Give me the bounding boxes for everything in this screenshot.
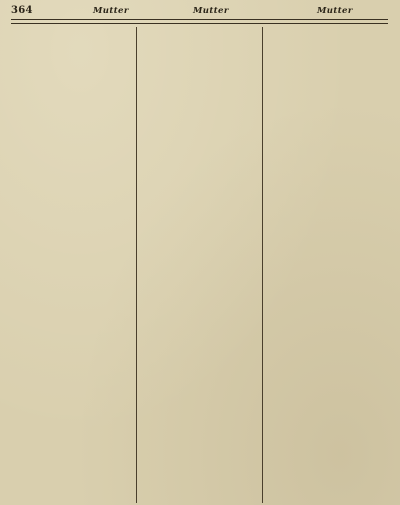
header-rule bbox=[11, 19, 388, 24]
text-column-3 bbox=[263, 27, 388, 503]
text-columns bbox=[11, 27, 388, 503]
page-number: 364 bbox=[11, 5, 33, 16]
running-head bbox=[11, 4, 388, 19]
running-headword-center: Mutter bbox=[193, 6, 229, 16]
running-headword-right: Mutter bbox=[317, 6, 353, 16]
text-column-1 bbox=[11, 27, 136, 503]
text-column-2 bbox=[137, 27, 262, 503]
running-headword-left: Mutter bbox=[93, 6, 129, 16]
